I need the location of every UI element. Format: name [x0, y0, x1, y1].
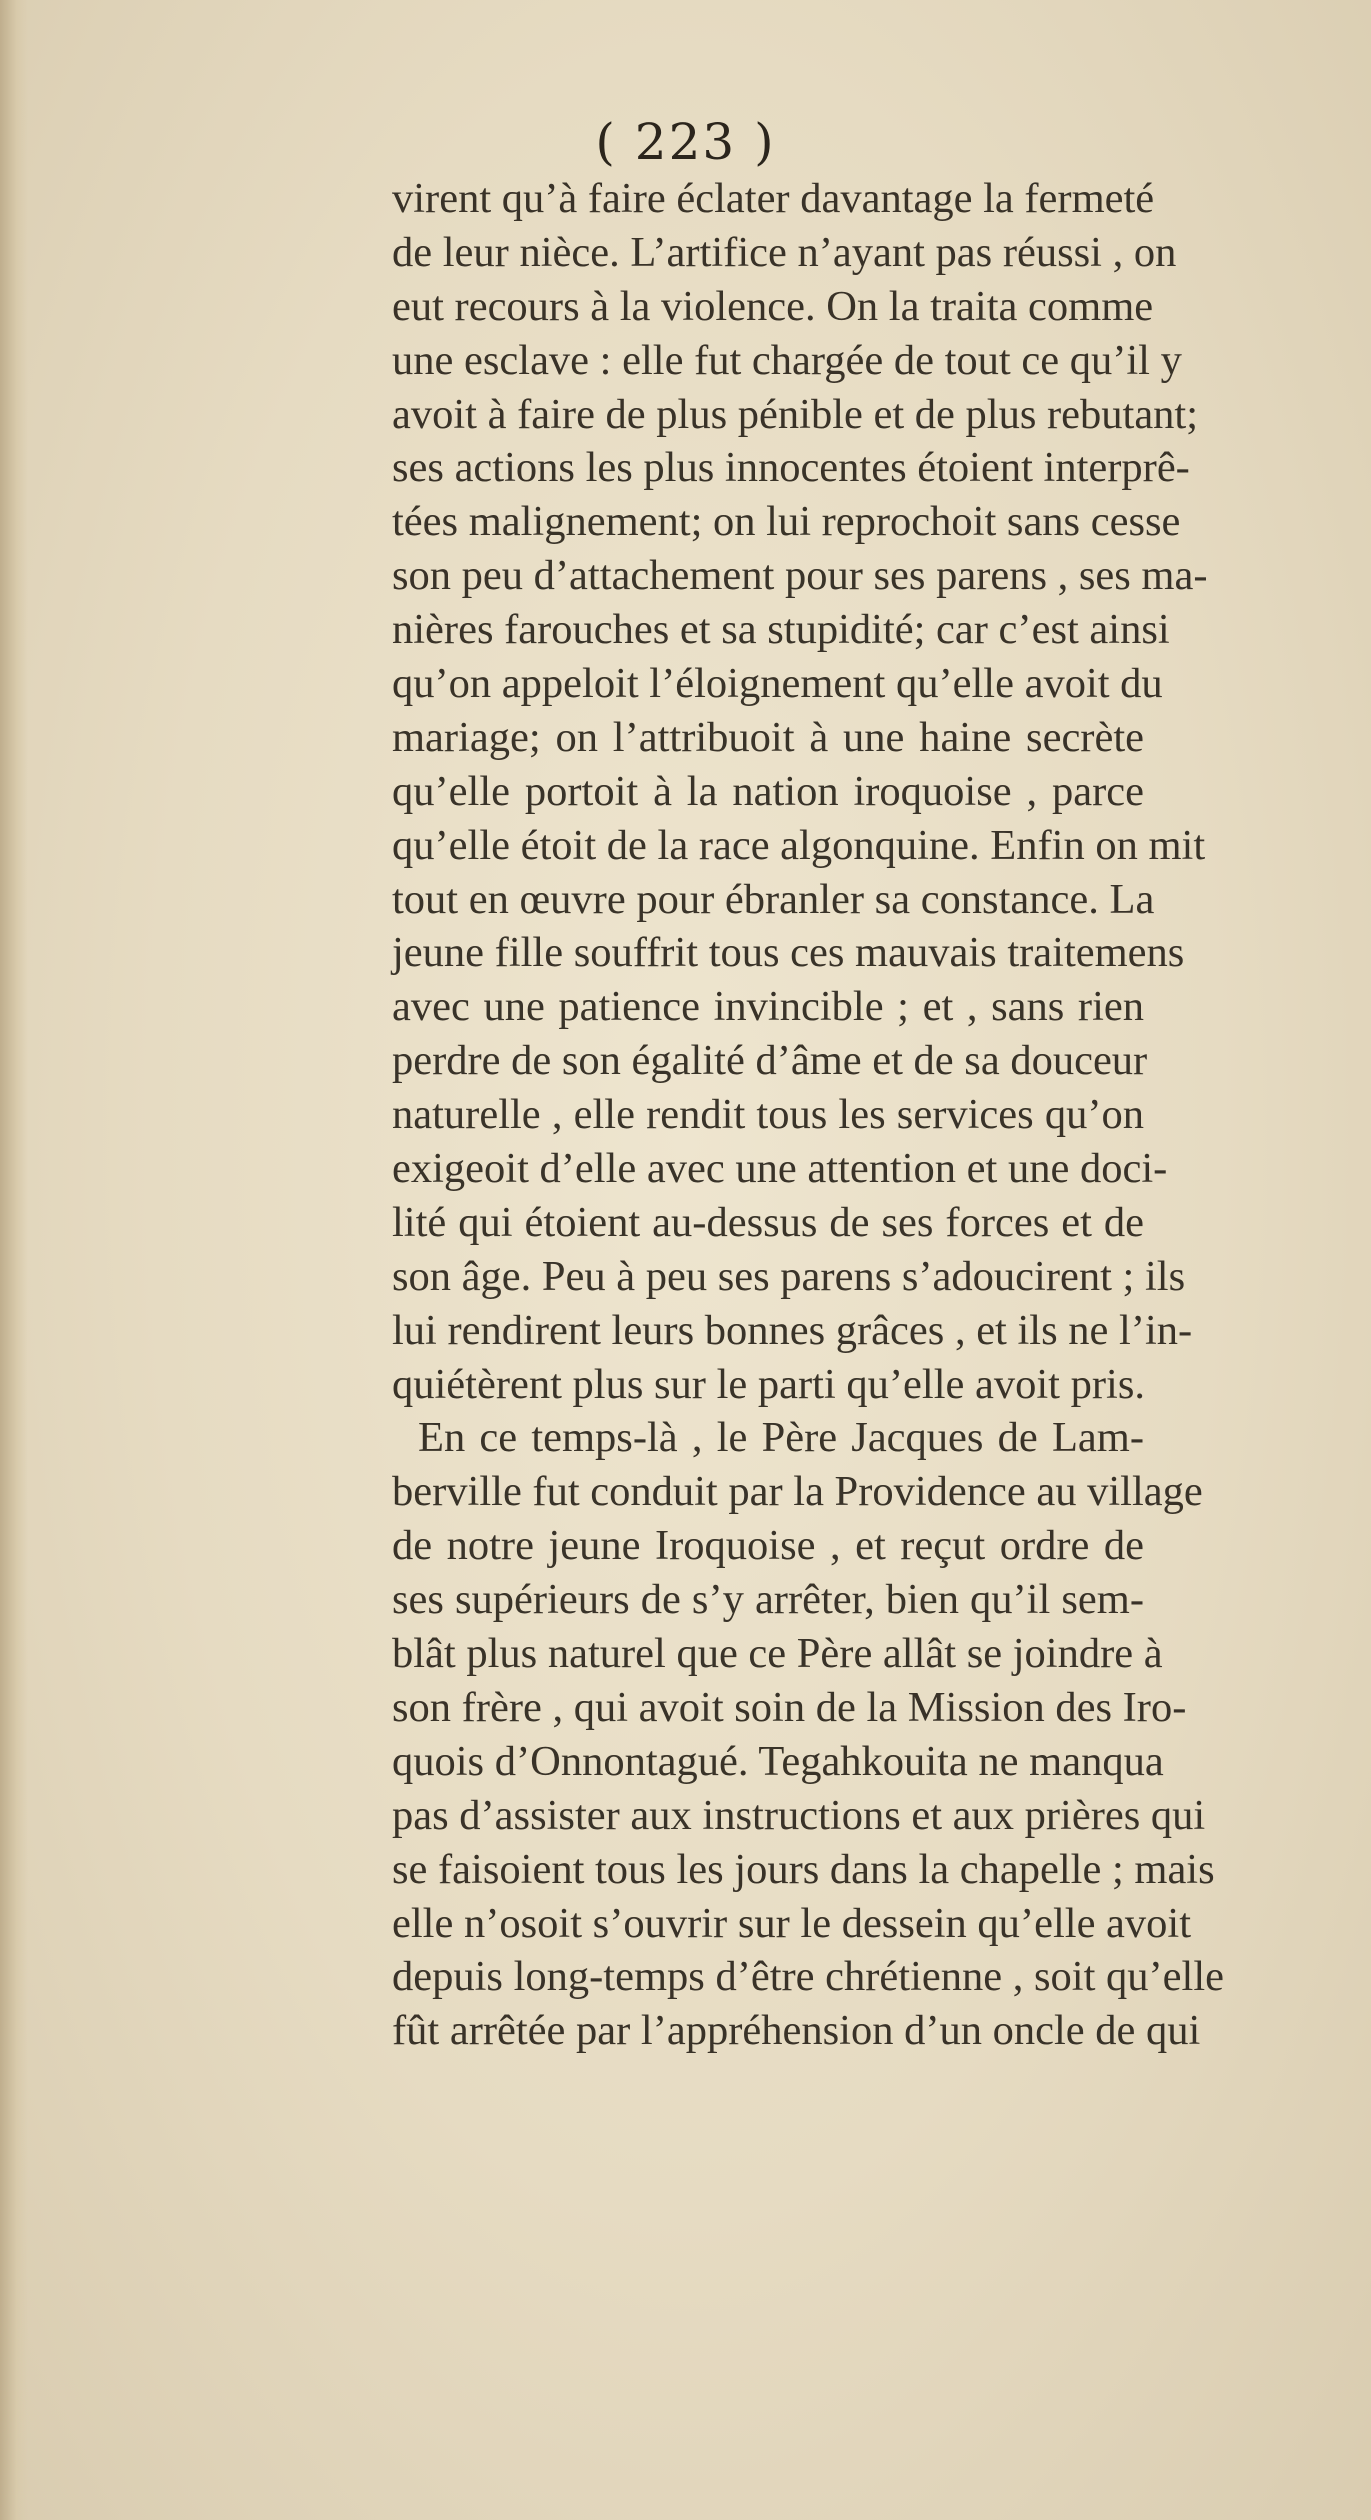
text-line: avoit à faire de plus pénible et de plus rebutant;: [392, 390, 1199, 438]
text-line: ses actions les plus innocentes étoient interprê-: [392, 444, 1190, 492]
text-line: jeune fille souffrit tous ces mauvais traitemens: [392, 929, 1185, 977]
text-line: ses supérieurs de s’y arrêter, bien qu’il sem-: [392, 1576, 1144, 1624]
text-line: qu’on appeloit l’éloignement qu’elle avoit du: [392, 660, 1163, 708]
text-line: blât plus naturel que ce Père allât se joindre à: [392, 1630, 1163, 1678]
text-line: avec une patience invincible ; et , sans rien: [392, 983, 1144, 1031]
text-line: nières farouches et sa stupidité; car c’est ainsi: [392, 606, 1170, 654]
text-line: qu’elle portoit à la nation iroquoise , parce: [392, 767, 1144, 815]
paragraph-start-line: En ce temps-là , le Père Jacques de Lam-: [418, 1414, 1144, 1462]
text-line: tout en œuvre pour ébranler sa constance. La: [392, 875, 1155, 923]
text-line: depuis long-temps d’être chrétienne , soit qu’elle: [392, 1953, 1225, 2001]
text-line: berville fut conduit par la Providence au village: [392, 1468, 1203, 1516]
text-line: une esclave : elle fut chargée de tout ce qu’il y: [392, 336, 1182, 384]
text-line: tées malignement; on lui reprochoit sans cesse: [392, 498, 1181, 546]
text-line: perdre de son égalité d’âme et de sa douceur: [392, 1037, 1148, 1085]
binding-gutter: [0, 0, 28, 2520]
text-line: virent qu’à faire éclater davantage la fermeté: [392, 175, 1155, 222]
body-text: [392, 172, 1225, 2058]
text-line: son âge. Peu à peu ses parens s’adoucirent ; ils: [392, 1252, 1186, 1300]
text-line: de notre jeune Iroquoise , et reçut ordre de: [392, 1522, 1144, 1570]
text-line: quois d’Onnontagué. Tegahkouita ne manqua: [392, 1737, 1164, 1785]
text-line: eut recours à la violence. On la traita comme: [392, 282, 1154, 330]
text-line: son frère , qui avoit soin de la Mission des Iro-: [392, 1683, 1187, 1731]
text-line: de leur nièce. L’artifice n’ayant pas réussi , on: [392, 228, 1177, 276]
text-line: fût arrêtée par l’appréhension d’un oncle de qui: [392, 2007, 1201, 2055]
text-line: mariage; on l’attribuoit à une haine secrète: [392, 713, 1144, 761]
text-line: quiétèrent plus sur le parti qu’elle avoit pris.: [392, 1360, 1145, 1408]
text-line: lui rendirent leurs bonnes grâces , et ils ne l’in-: [392, 1306, 1193, 1354]
text-line: naturelle , elle rendit tous les services qu’on: [392, 1091, 1144, 1139]
text-line: exigeoit d’elle avec une attention et une doci-: [392, 1145, 1168, 1193]
text-line: elle n’osoit s’ouvrir sur le dessein qu’elle avoit: [392, 1899, 1192, 1947]
text-line: lité qui étoient au-dessus de ses forces et de: [392, 1198, 1144, 1246]
text-line: son peu d’attachement pour ses parens , ses ma-: [392, 552, 1208, 600]
text-line: pas d’assister aux instructions et aux prières qui: [392, 1791, 1206, 1839]
page-number: ( 223 ): [595, 113, 776, 171]
text-line: qu’elle étoit de la race algonquine. Enfin on mit: [392, 821, 1206, 869]
text-line: se faisoient tous les jours dans la chapelle ; mais: [392, 1845, 1215, 1893]
